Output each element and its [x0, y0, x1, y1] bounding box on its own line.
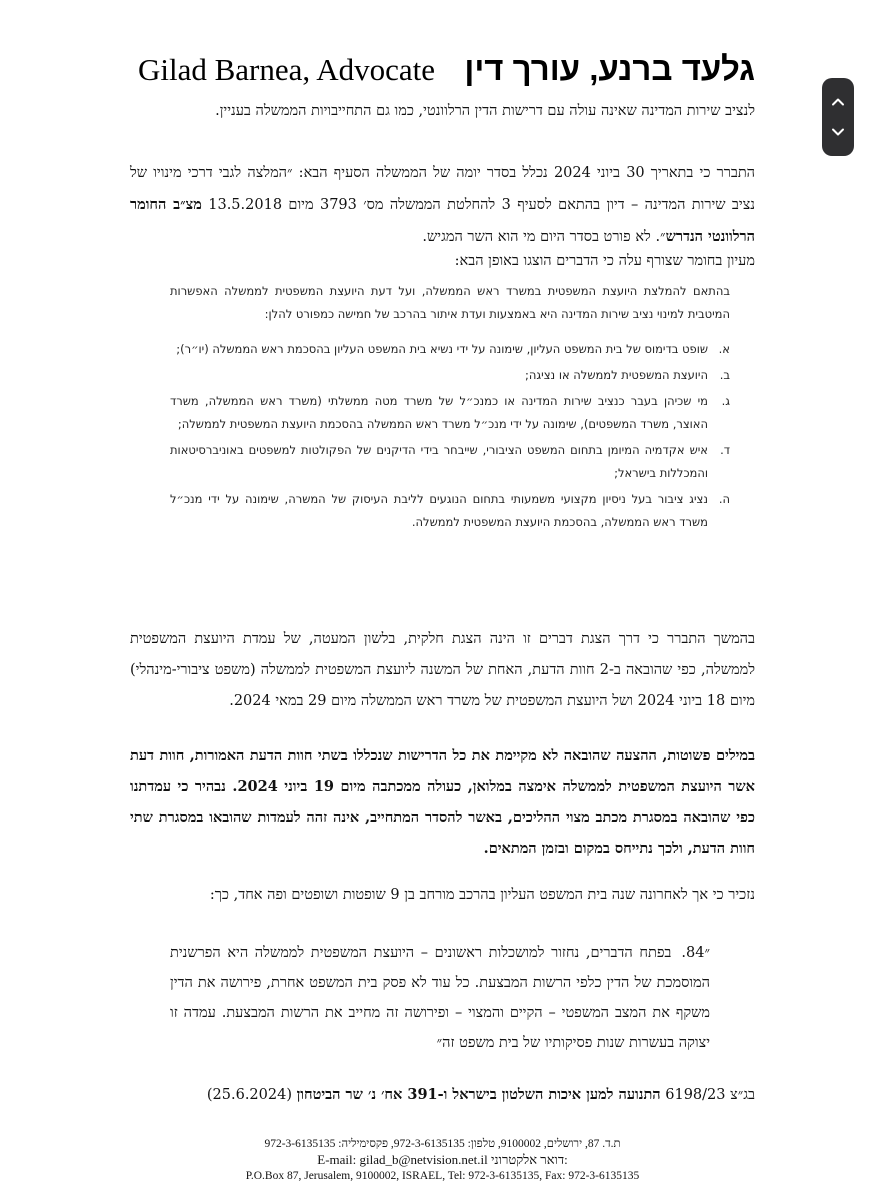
- footer: [130, 1136, 755, 1184]
- list-item: [170, 364, 730, 387]
- paragraph-3: מעיון בחומר שצורף עלה כי הדברים הוצגו באופן הבא:: [454, 253, 755, 269]
- case-citation: [130, 1080, 755, 1110]
- paragraph-1: לנציב שירות המדינה שאינה עולה עם דרישות הדין הרלוונטי, כמו גם התחייבויות הממשלה בעניין.: [215, 103, 755, 119]
- paragraph-6: נזכיר כי אך לאחרונה שנה בית המשפט העליון בהרכב מורחב בן 9 שופטות ושופטים ופה אחד, כך:: [209, 887, 755, 903]
- list-item-marker: ה.: [718, 492, 730, 506]
- chevron-down-icon: [830, 124, 846, 140]
- ruling-quote: [170, 938, 710, 1058]
- case-date: (25.6.2024): [206, 1087, 292, 1103]
- list-item-marker: א.: [718, 342, 730, 356]
- footer-address-english: P.O.Box 87, Jerusalem, 9100002, ISRAEL, Tel: 972-3-6135135, Fax: 972-3-6135135: [245, 1170, 640, 1182]
- list-item: [170, 390, 730, 436]
- list-item: [170, 439, 730, 485]
- next-page-button[interactable]: [822, 114, 854, 150]
- list-item: [170, 488, 730, 534]
- paragraph-2: [130, 158, 755, 253]
- paragraph-5: במילים פשוטות, ההצעה שהובאה לא מקיימת את כל הדרישות שנכללו בשתי חוות הדעת האמורות, חוות דעת אשר היועצת המשפטית לממשלה אימצה במלואן, כעולה ממכתבה מיום 19 ביוני 2024. נבהיר כי עמדתנו כפי שהובאה במסגרת מכתב מצוי ההליכים, באשר להסדר המתחייב, אינה זהה לעמדות שהובאו במסגרת שתי חוות הדעת, ולכך נתייחס במקום ובזמן המתאים.: [130, 747, 755, 857]
- list-item-text: מי שכיהן בעבר כנציב שירות המדינה או כמנכ״ל של משרד מטה ממשלתי (משרד ראש הממשלה, משרד האוצר, משרד המשפטים), שימונה על ידי מנכ״ל משרד ראש הממשלה בהסכמת היועצת המשפטית לממשלה;: [170, 394, 708, 431]
- footer-email-line: [130, 1152, 755, 1168]
- paragraph-4: בהמשך התברר כי דרך הצגת דברים זו הינה הצגת חלקית, בלשון המעטה, של עמדת היועצת המשפטית לממשלה, כפי שהובאה ב-2 חוות הדעת, האחת של המשנה ליועצת המשפטית לממשלה (משפט ציבורי-מינהלי) מיום 18 ביוני 2024 ושל היועצת המשפטית של משרד ראש הממשלה מיום 29 במאי 2024.: [130, 631, 755, 709]
- chevron-up-icon: [830, 94, 846, 110]
- list-item-text: שופט בדימוס של בית המשפט העליון, שימונה על ידי נשיא בית המשפט העליון בהסכמת ראש הממשלה (יו״ר);: [176, 342, 708, 356]
- letterhead-name-english: Gilad Barnea, Advocate: [138, 52, 435, 87]
- letterhead-name-hebrew: גלעד ברנע, עורך דין: [464, 50, 755, 87]
- paragraph-2-tail: ״. לא פורט בסדר היום מי הוא השר המגיש.: [422, 229, 666, 245]
- list-item-marker: ג.: [721, 394, 730, 408]
- case-number: בג״צ 6198/23: [665, 1087, 755, 1103]
- letterhead: [130, 48, 755, 98]
- quoted-proposal-excerpt: [170, 280, 730, 598]
- footer-email: E-mail: gilad_b@netvision.net.il: [317, 1152, 488, 1167]
- footer-email-label-hebrew: דואר אלקטרוני:: [491, 1152, 568, 1167]
- footer-address-hebrew: ת.ד. 87, ירושלים, 9100002, טלפון: 972-3-6135135, פקסימיליה: 972-3-6135135: [264, 1138, 621, 1150]
- page-navigation-widget: [822, 78, 854, 156]
- quoted-proposal-intro: בהתאם להמלצת היועצת המשפטית במשרד ראש הממשלה, ועל דעת היועצת המשפטית לממשלה האפשרות המיטבית למינוי נציב שירות המדינה היא באמצעות ועדת איתור בהרכב של חמישה כמפורט להלן:: [170, 284, 730, 321]
- paragraph-2-bold: מצ״ב החומר הרלוונטי הנדרש: [130, 196, 755, 245]
- list-item: [170, 338, 730, 361]
- list-item-text: היועצת המשפטית לממשלה או נציגה;: [525, 368, 708, 382]
- paragraph-2-text: התברר כי בתאריך 30 ביוני 2024 נכלל בסדר יומה של הממשלה הסעיף הבא: ״המלצה לגבי דרכי מינויו של נציב שירות המדינה – דיון בהתאם לסעיף 3 להחלטת הממשלה מס׳ 3793 מיום 13.5.2018: [130, 165, 756, 213]
- list-item-marker: ב.: [719, 368, 730, 382]
- case-title: התנועה למען איכות השלטון בישראל ו-391 אח׳ נ׳ שר הביטחון: [296, 1086, 661, 1103]
- committee-member-list: [170, 338, 730, 534]
- list-item-text: נציג ציבור בעל ניסיון מקצועי משמעותי בתחום הנוגעים לליבת העיסוק של המשרה, שימונה על ידי מנכ״ל משרד ראש הממשלה, בהסכמת היועצת המשפטית לממשלה.: [170, 492, 708, 529]
- ruling-quote-text: בפתח הדברים, נחזור למושכלות ראשונים – היועצת המשפטית לממשלה היא הפרשנית המוסמכת של הדין כלפי הרשות המבצעת. כל עוד לא פסק בית המשפט אחרת, פירושה את הדין משקף את המצב המשפטי – הקיים והמצוי – ופירושה זה מחייב את הרשות המבצעת. עמדה זו יצוקה בעשרות שנות פסיקותיו של בית משפט זה״: [170, 945, 710, 1051]
- list-item-text: איש אקדמיה המיומן בתחום המשפט הציבורי, שייבחר בידי הדיקנים של הפקולטות למשפטים באוניברסיטאות והמכללות בישראל;: [170, 443, 708, 480]
- ruling-quote-number: ״84.: [681, 945, 710, 961]
- list-item-marker: ד.: [720, 443, 730, 457]
